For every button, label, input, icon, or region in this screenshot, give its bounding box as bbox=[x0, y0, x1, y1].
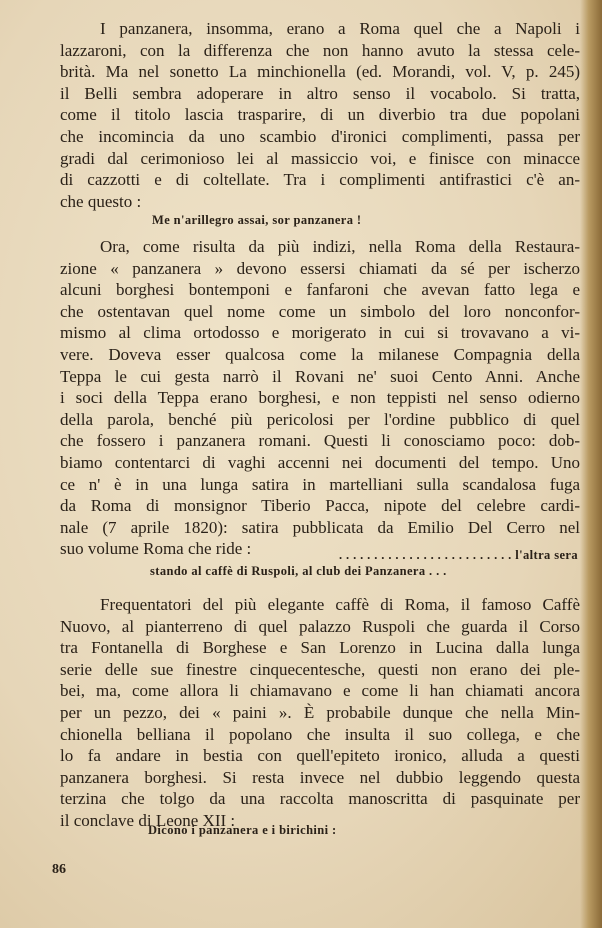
text-line: zione « panzanera » devono essersi chiamati da sé per ischerzo bbox=[60, 258, 580, 278]
text-line: della parola, benché più pericolosi per l'ordine pubblico di quel bbox=[60, 409, 580, 429]
verse-quote-2-line1: . . . . . . . . . . . . . . . . . . . . . . . . . l'altra sera bbox=[338, 548, 578, 562]
text-line: Nuovo, al pianterreno di quel palazzo Ruspoli che guarda il Corso bbox=[60, 616, 580, 636]
text-line: i soci della Teppa erano borghesi, e non teppisti nel senso odierno bbox=[60, 388, 580, 408]
paragraph-2 bbox=[60, 236, 580, 560]
page-edge-shadow bbox=[580, 0, 602, 928]
paragraph-1 bbox=[60, 18, 580, 212]
verse-quote-3: Dicono i panzanera e i birichini : bbox=[148, 823, 337, 837]
text-line: suo volume Roma che ride : bbox=[60, 539, 252, 559]
text-line: per un pezzo, dei « paini ». È probabile dunque che nella Min- bbox=[60, 702, 580, 722]
text-line: panzanera borghesi. Si resta invece nel dubbio leggendo questa bbox=[60, 767, 580, 787]
text-line: gradi dal cerimonioso lei al massiccio voi, e finisce con minacce bbox=[60, 148, 580, 168]
text-line: da Roma di monsignor Tiberio Pacca, nipote del celebre cardi- bbox=[60, 496, 580, 516]
text-line: alcuni borghesi bontemponi e fanfaroni che avevan fatto lega e bbox=[60, 280, 580, 300]
text-line: Teppa le cui gesta narrò il Rovani ne' suoi Cento Anni. Anche bbox=[60, 366, 580, 386]
text-line: lo fa andare in bestia con quell'epiteto ironico, alluda a questi bbox=[60, 746, 580, 766]
verse-quote-1: Me n'arillegro assai, sor panzanera ! bbox=[152, 213, 362, 227]
paragraph-3 bbox=[60, 594, 580, 832]
text-line: come il titolo lascia trasparire, di un diverbio tra due popolani bbox=[60, 105, 580, 125]
text-line: che fossero i panzanera romani. Questi li conosciamo poco: dob- bbox=[60, 431, 580, 451]
text-line: vere. Doveva esser qualcosa come la milanese Compagnia della bbox=[60, 344, 580, 364]
text-line: Ora, come risulta da più indizi, nella Roma della Restaura- bbox=[100, 237, 580, 256]
text-line: biamo contentarci di vaghi accenni nei documenti del tempo. Uno bbox=[60, 452, 580, 472]
text-line: che questo : bbox=[60, 191, 142, 211]
text-line: lazzaroni, con la differenza che non hanno avuto la stessa cele- bbox=[60, 40, 580, 60]
text-line: bei, ma, come allora li chiamavano e come li han chiamati ancora bbox=[60, 681, 580, 701]
text-line: che ostentavan quel nome come un simbolo del loro nonconfor- bbox=[60, 301, 580, 321]
text-line: I panzanera, insomma, erano a Roma quel che a Napoli i bbox=[100, 19, 580, 38]
text-line: che incomincia da uno scambio d'ironici complimenti, passa per bbox=[60, 126, 580, 146]
verse-quote-2-line2: stando al caffè di Ruspoli, al club dei Panzanera . . . bbox=[150, 564, 447, 578]
text-line: mismo al clima ortodosso e morigerato in cui si trovavano a vi- bbox=[60, 323, 580, 343]
text-line: serie delle sue finestre cinquecentesche, questi non erano dei ple- bbox=[60, 659, 580, 679]
text-line: di cazzotti e di coltellate. Tra i complimenti antifrastici c'è an- bbox=[60, 170, 580, 190]
text-line: il Belli sembra adoperare in altro senso il vocabolo. Si tratta, bbox=[60, 83, 580, 103]
text-line: ce n' è in una lunga satira in martelliani sulla scandalosa fuga bbox=[60, 474, 580, 494]
text-line: tra Fontanella di Borghese e San Lorenzo in Lucina dalla lunga bbox=[60, 638, 580, 658]
text-line: brità. Ma nel sonetto La minchionella (ed. Morandi, vol. V, p. 245) bbox=[60, 62, 580, 82]
page-number: 86 bbox=[52, 862, 66, 877]
text-line: il conclave di Leone XII : bbox=[60, 810, 236, 830]
text-line: Frequentatori del più elegante caffè di Roma, il famoso Caffè bbox=[100, 595, 580, 614]
text-line: chionella belliana il popolano che insulta il suo collega, e che bbox=[60, 724, 580, 744]
text-line: terzina che tolgo da una raccolta manoscritta di pasquinate per bbox=[60, 789, 580, 809]
text-line: nale (7 aprile 1820): satira pubblicata da Emilio Del Cerro nel bbox=[60, 517, 580, 537]
